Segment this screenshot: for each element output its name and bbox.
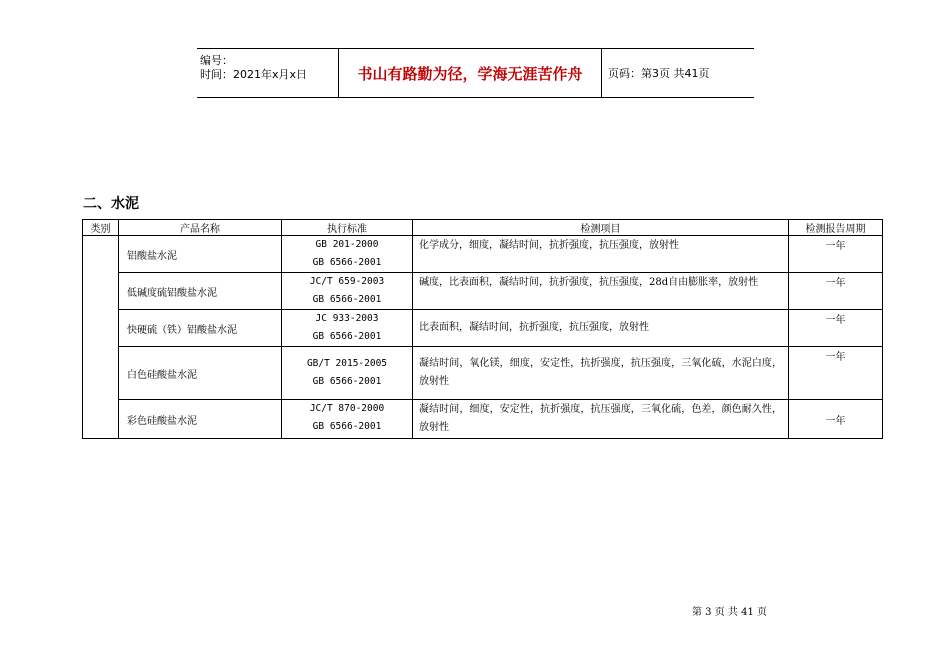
product-name: 彩色硅酸盐水泥	[119, 400, 282, 439]
table-header-row	[83, 220, 883, 236]
category-cell	[83, 236, 119, 439]
col-header-items: 检测项目	[413, 220, 789, 236]
standard-secondary: GB 6566-2001	[312, 421, 382, 432]
test-items: 比表面积，凝结时间，抗折强度，抗压强度，放射性	[413, 310, 789, 347]
header-info-cell	[197, 49, 338, 97]
table-row	[83, 310, 883, 347]
standard-cell	[282, 347, 413, 400]
cement-test-table	[82, 219, 883, 439]
col-header-product: 产品名称	[119, 220, 282, 236]
standard-secondary: GB 6566-2001	[312, 376, 382, 387]
standard-secondary: GB 6566-2001	[312, 294, 382, 305]
report-period: 一年	[789, 236, 883, 273]
product-name: 低碱度硫铝酸盐水泥	[119, 273, 282, 310]
section-title: 二、水泥	[83, 196, 139, 212]
table-row	[83, 347, 883, 400]
report-period: 一年	[789, 400, 883, 439]
page-header	[197, 48, 754, 98]
header-page-number: 页码：第3页 共41页	[608, 67, 710, 80]
date-label: 时间：2021年x月x日	[200, 68, 308, 81]
table-row	[83, 273, 883, 310]
test-items: 凝结时间，细度，安定性，抗折强度，抗压强度，三氧化硫，色差，颜色耐久性，放射性	[413, 400, 789, 439]
standard-cell	[282, 310, 413, 347]
header-motto: 书山有路勤为径，学海无涯苦作舟	[338, 49, 602, 97]
col-header-standard: 执行标准	[282, 220, 413, 236]
report-period: 一年	[789, 310, 883, 347]
product-name: 铝酸盐水泥	[119, 236, 282, 273]
table-row	[83, 236, 883, 273]
standard-primary: GB 201-2000	[315, 239, 379, 250]
serial-label: 编号：	[200, 54, 233, 67]
page-footer: 第 3 页 共 41 页	[692, 607, 767, 618]
standard-primary: JC/T 870-2000	[309, 403, 385, 414]
test-items: 化学成分，细度，凝结时间，抗折强度，抗压强度，放射性	[413, 236, 789, 273]
product-name: 快硬硫（铁）铝酸盐水泥	[119, 310, 282, 347]
standard-cell	[282, 273, 413, 310]
standard-secondary: GB 6566-2001	[312, 331, 382, 342]
test-items: 碱度，比表面积，凝结时间，抗折强度，抗压强度，28d自由膨胀率，放射性	[413, 273, 789, 310]
standard-cell	[282, 400, 413, 439]
standard-secondary: GB 6566-2001	[312, 257, 382, 268]
col-header-category: 类别	[83, 220, 119, 236]
report-period: 一年	[789, 347, 883, 400]
table-row	[83, 400, 883, 439]
standard-primary: JC/T 659-2003	[309, 276, 385, 287]
standard-cell	[282, 236, 413, 273]
report-period: 一年	[789, 273, 883, 310]
test-items: 凝结时间，氧化镁，细度，安定性，抗折强度，抗压强度，三氧化硫，水泥白度，放射性	[413, 347, 789, 400]
col-header-period: 检测报告周期	[789, 220, 883, 236]
standard-primary: JC 933-2003	[315, 313, 379, 324]
product-name: 白色硅酸盐水泥	[119, 347, 282, 400]
standard-primary: GB/T 2015-2005	[306, 358, 388, 369]
